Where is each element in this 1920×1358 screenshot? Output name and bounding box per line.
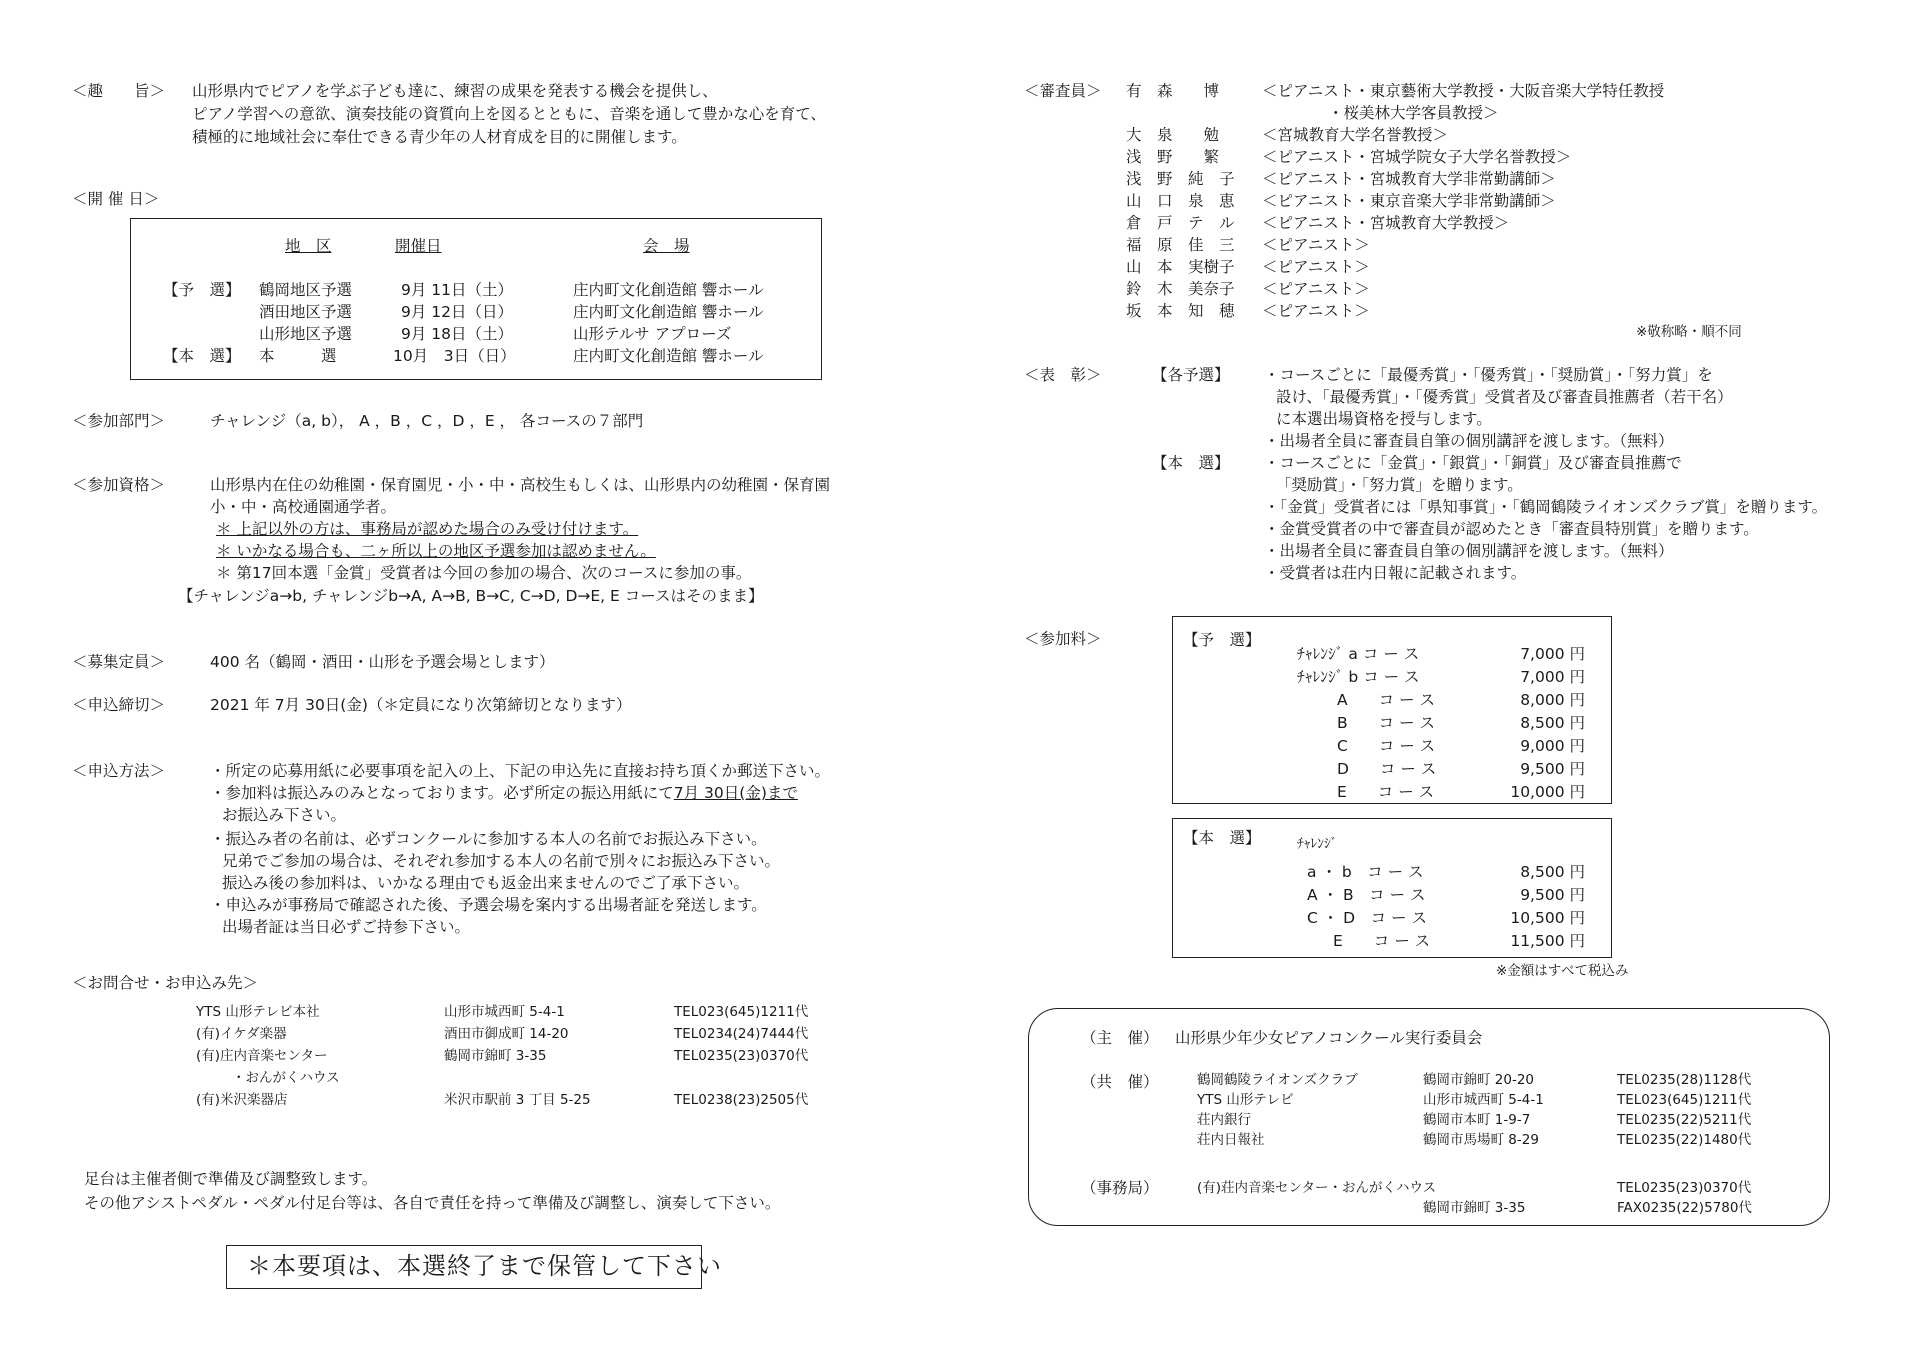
contact-name: (有)米沢楽器店 [196, 1092, 288, 1108]
office-tel: TEL0235(23)0370代 [1617, 1180, 1752, 1196]
fee-amount: 7,000 円 [1520, 645, 1585, 663]
judge-name: 倉 戸 テ ル [1126, 214, 1235, 232]
awards-final-line: ・「金賞」受賞者には「県知事賞」・「鶴岡鶴陵ライオンズクラブ賞」を贈ります。 [1264, 498, 1828, 516]
fee-amount: 9,000 円 [1520, 737, 1585, 755]
awards-prelim-line: ・出場者全員に審査員自筆の個別講評を渡します。（無料） [1264, 432, 1674, 450]
footnote-1: 足台は主催者側で準備及び調整致します。 [84, 1170, 378, 1188]
capacity-text: 400 名（鶴岡・酒田・山形を予選会場とします） [210, 653, 555, 671]
judge-title: ＜宮城教育大学名誉教授＞ [1262, 126, 1449, 144]
fee-course: A ・ B コ ー ス [1307, 886, 1426, 904]
purpose-line-3: 積極的に地域社会に奉仕できる青少年の人材育成を目的に開催します。 [192, 128, 687, 146]
judge-title: ＜ピアニスト＞ [1262, 236, 1370, 254]
contact-address: 酒田市御成町 14-20 [444, 1026, 569, 1042]
method-line-8: 出場者証は当日必ずご持参下さい。 [222, 918, 471, 936]
fee-amount: 11,500 円 [1510, 932, 1585, 950]
dates-row-area: 鶴岡地区予選 [259, 281, 353, 299]
dates-row-venue: 庄内町文化創造館 響ホール [573, 281, 764, 299]
method-line-5: 兄弟でご参加の場合は、それぞれ参加する本人の名前で別々にお振込み下さい。 [222, 852, 781, 870]
dates-header-date: 開催日 [395, 237, 442, 255]
awards-final-line: ・受賞者は荘内日報に記載されます。 [1264, 564, 1527, 582]
judge-name: 福 原 佳 三 [1126, 236, 1235, 254]
awards-final-line: ・出場者全員に審査員自筆の個別講評を渡します。（無料） [1264, 542, 1674, 560]
fee-course: A コ ー ス [1337, 691, 1435, 709]
dates-row-round: 【予 選】 [163, 281, 241, 299]
method-line-6: 振込み後の参加料は、いかなる理由でも返金出来ませんのでご了承下さい。 [222, 874, 750, 892]
contact-tel: TEL0238(23)2505代 [674, 1092, 809, 1108]
eligibility-note-3: ＊ 第17回本選「金賞」受賞者は今回の参加の場合、次のコースに参加の事。 [216, 564, 752, 582]
judge-title: ＜ピアニスト・東京藝術大学教授・大阪音楽大学特任教授 [1262, 82, 1665, 100]
fee-course: E コ ー ス [1337, 783, 1435, 801]
judge-title: ＜ピアニスト＞ [1262, 280, 1370, 298]
cohost-tel: TEL0235(22)5211代 [1617, 1112, 1752, 1128]
dates-row-date: 9月 12日（日） [401, 303, 514, 321]
host-label: （主 催） [1081, 1029, 1159, 1047]
fee-course: ﾁｬﾚﾝｼﾞ b コ ー ス [1297, 668, 1420, 686]
eligibility-label: ＜参加資格＞ [72, 476, 166, 494]
purpose-label: ＜趣 旨＞ [72, 82, 166, 100]
method-label: ＜申込方法＞ [72, 762, 166, 780]
dates-row-area: 山形地区予選 [259, 325, 353, 343]
judge-title: ＜ピアニスト・宮城学院女子大学名誉教授＞ [1262, 148, 1572, 166]
method-line-1: ・所定の応募用紙に必要事項を記入の上、下記の申込先に直接お持ち頂くか郵送下さい。 [210, 762, 831, 780]
dates-row-round: 【本 選】 [163, 347, 241, 365]
organizers-box [1028, 1008, 1830, 1226]
cohost-address: 鶴岡市馬場町 8-29 [1423, 1132, 1539, 1148]
fee-amount: 8,500 円 [1520, 863, 1585, 881]
contact-tel: TEL023(645)1211代 [674, 1004, 809, 1020]
awards-final-line: ・コースごとに「金賞」・「銀賞」・「銅賞」及び審査員推薦で [1264, 454, 1682, 472]
purpose-line-2: ピアノ学習への意欲、演奏技能の資質向上を図るとともに、音楽を通して豊かな心を育て、 [192, 105, 826, 123]
eligibility-note-1: ＊ 上記以外の方は、事務局が認めた場合のみ受け付けます。 [216, 520, 639, 538]
dates-header-venue: 会 場 [643, 237, 690, 255]
judge-title: ＜ピアニスト・東京音楽大学非常勤講師＞ [1262, 192, 1556, 210]
eligibility-bracket: 【チャレンジa→b, チャレンジb→A, A→B, B→C, C→D, D→E, E コースはそのまま】 [178, 587, 764, 605]
method-line-2 [210, 782, 798, 804]
office-name: (有)荘内音楽センター・おんがくハウス [1197, 1180, 1437, 1196]
contact-address: 米沢市駅前 3 丁目 5-25 [444, 1092, 591, 1108]
fees-label: ＜参加料＞ [1024, 630, 1102, 648]
judge-title: ＜ピアニスト＞ [1262, 302, 1370, 320]
prelim-fee-box [1172, 616, 1612, 804]
dates-row-area: 酒田地区予選 [259, 303, 353, 321]
fee-course: C ・ D コ ー ス [1307, 909, 1427, 927]
dates-row-venue: 山形テルサ アプローズ [573, 325, 732, 343]
judge-name: 有 森 博 [1126, 82, 1220, 100]
contact-address: 山形市城西町 5-4-1 [444, 1004, 565, 1020]
judge-title: ＜ピアニスト・宮城教育大学教授＞ [1262, 214, 1510, 232]
fee-amount: 9,500 円 [1520, 886, 1585, 904]
contact-tel: TEL0235(23)0370代 [674, 1048, 809, 1064]
deadline-text: 2021 年 7月 30日(金)（＊定員になり次第締切となります） [210, 696, 632, 714]
awards-prelim-label: 【各予選】 [1152, 366, 1230, 384]
contact-name: (有)庄内音楽センター [196, 1048, 328, 1064]
judge-name: 山 口 泉 恵 [1126, 192, 1235, 210]
eligibility-note-2: ＊ いかなる場合も、二ヶ所以上の地区予選参加は認めません。 [216, 542, 656, 560]
fee-course: a ・ b コ ー ス [1307, 863, 1424, 881]
final-fee-header: ﾁｬﾚﾝｼﾞ [1297, 836, 1338, 852]
contact-tel: TEL0234(24)7444代 [674, 1026, 809, 1042]
judge-name: 大 泉 勉 [1126, 126, 1220, 144]
eligibility-line-2: 小・中・高校通園通学者。 [210, 498, 397, 516]
dates-label: ＜開 催 日＞ [72, 190, 160, 208]
cohost-label: （共 催） [1081, 1073, 1159, 1091]
deadline-label: ＜申込締切＞ [72, 696, 166, 714]
method-deadline-date: 7月 30日(金)まで [673, 784, 798, 802]
office-label: （事務局） [1081, 1179, 1159, 1197]
divisions-text: チャレンジ（a, b）， A ，B ，C ，D ，E ， 各コースの７部門 [210, 412, 644, 430]
fee-course: D コ ー ス [1337, 760, 1437, 778]
contact-name: YTS 山形テレビ本社 [196, 1004, 320, 1020]
contact-name: (有)イケダ楽器 [196, 1026, 287, 1042]
cohost-name: 鶴岡鶴陵ライオンズクラブ [1197, 1072, 1358, 1088]
fees-note: ※金額はすべて税込み [1496, 963, 1629, 979]
fee-amount: 8,000 円 [1520, 691, 1585, 709]
dates-row-venue: 庄内町文化創造館 響ホール [573, 303, 764, 321]
dates-row-area: 本 選 [259, 347, 337, 365]
awards-final-line: 「奨励賞」・「努力賞」を贈ります。 [1276, 476, 1523, 494]
cohost-name: 荘内銀行 [1197, 1112, 1251, 1128]
final-fee-label: 【本 選】 [1183, 829, 1261, 847]
notice-text: ＊本要項は、本選終了まで保管して下さい [247, 1252, 722, 1280]
judges-label: ＜審査員＞ [1024, 82, 1102, 100]
method-line-3: お振込み下さい。 [222, 806, 347, 824]
method-line-7: ・申込みが事務局で確認された後、予選会場を案内する出場者証を発送します。 [210, 896, 767, 914]
cohost-address: 鶴岡市錦町 20-20 [1423, 1072, 1535, 1088]
office-fax: FAX0235(22)5780代 [1617, 1200, 1752, 1216]
cohost-address: 鶴岡市本町 1-9-7 [1423, 1112, 1531, 1128]
judge-name: 鈴 木 美奈子 [1126, 280, 1235, 298]
judge-name: 浅 野 繁 [1126, 148, 1220, 166]
fee-amount: 10,000 円 [1510, 783, 1585, 801]
judge-name: 坂 本 知 穂 [1126, 302, 1235, 320]
judge-title: ・桜美林大学客員教授＞ [1328, 104, 1499, 122]
method-line-2-text: ・参加料は振込みのみとなっております。必ず所定の振込用紙にて [210, 784, 674, 802]
footnote-2: その他アシストペダル・ペダル付足台等は、各自で責任を持って準備及び調整し、演奏して下さい。 [84, 1194, 781, 1212]
awards-final-label: 【本 選】 [1152, 454, 1230, 472]
cohost-address: 山形市城西町 5-4-1 [1423, 1092, 1544, 1108]
prelim-fee-label: 【予 選】 [1183, 631, 1261, 649]
fee-amount: 8,500 円 [1520, 714, 1585, 732]
judge-name: 浅 野 純 子 [1126, 170, 1235, 188]
cohost-tel: TEL0235(22)1480代 [1617, 1132, 1752, 1148]
notice-box [226, 1245, 722, 1289]
dates-header-area: 地 区 [285, 237, 332, 255]
fee-course: ﾁｬﾚﾝｼﾞ a コ ー ス [1297, 645, 1420, 663]
dates-row-date: 10月 3日（日） [393, 347, 516, 365]
contact-name: ・おんがくハウス [232, 1070, 340, 1086]
judges-note: ※敬称略・順不同 [1636, 324, 1742, 340]
final-fee-box [1172, 818, 1612, 958]
contact-address: 鶴岡市錦町 3-35 [444, 1048, 547, 1064]
dates-row-venue: 庄内町文化創造館 響ホール [573, 347, 764, 365]
awards-prelim-line: ・コースごとに「最優秀賞」・「優秀賞」・「奨励賞」・「努力賞」を [1264, 366, 1713, 384]
dates-row-date: 9月 18日（土） [401, 325, 514, 343]
office-address: 鶴岡市錦町 3-35 [1423, 1200, 1526, 1216]
contact-label: ＜お問合せ・お申込み先＞ [72, 974, 259, 992]
capacity-label: ＜募集定員＞ [72, 653, 166, 671]
fee-amount: 10,500 円 [1510, 909, 1585, 927]
cohost-name: 荘内日報社 [1197, 1132, 1265, 1148]
fee-amount: 9,500 円 [1520, 760, 1585, 778]
fee-amount: 7,000 円 [1520, 668, 1585, 686]
judge-title: ＜ピアニスト＞ [1262, 258, 1370, 276]
awards-label: ＜表 彰＞ [1024, 366, 1102, 384]
fee-course: E コ ー ス [1333, 932, 1431, 950]
awards-prelim-line: に本選出場資格を授与します。 [1276, 410, 1492, 428]
cohost-tel: TEL023(645)1211代 [1617, 1092, 1752, 1108]
awards-prelim-line: 設け、「最優秀賞」・「優秀賞」受賞者及び審査員推薦者（若干名） [1276, 388, 1733, 406]
purpose-line-1: 山形県内でピアノを学ぶ子ども達に、練習の成果を発表する機会を提供し、 [192, 82, 718, 100]
awards-final-line: ・金賞受賞者の中で審査員が認めたとき「審査員特別賞」を贈ります。 [1264, 520, 1759, 538]
dates-table [130, 218, 822, 380]
judge-name: 山 本 実樹子 [1126, 258, 1235, 276]
cohost-name: YTS 山形テレビ [1197, 1092, 1294, 1108]
cohost-tel: TEL0235(28)1128代 [1617, 1072, 1752, 1088]
host-name: 山形県少年少女ピアノコンクール実行委員会 [1175, 1029, 1483, 1047]
divisions-label: ＜参加部門＞ [72, 412, 166, 430]
fee-course: B コ ー ス [1337, 714, 1435, 732]
eligibility-line-1: 山形県内在住の幼稚園・保育園児・小・中・高校生もしくは、山形県内の幼稚園・保育園 [210, 476, 831, 494]
dates-row-date: 9月 11日（土） [401, 281, 514, 299]
judge-title: ＜ピアニスト・宮城教育大学非常勤講師＞ [1262, 170, 1556, 188]
fee-course: C コ ー ス [1337, 737, 1436, 755]
method-line-4: ・振込み者の名前は、必ずコンクールに参加する本人の名前でお振込み下さい。 [210, 830, 767, 848]
